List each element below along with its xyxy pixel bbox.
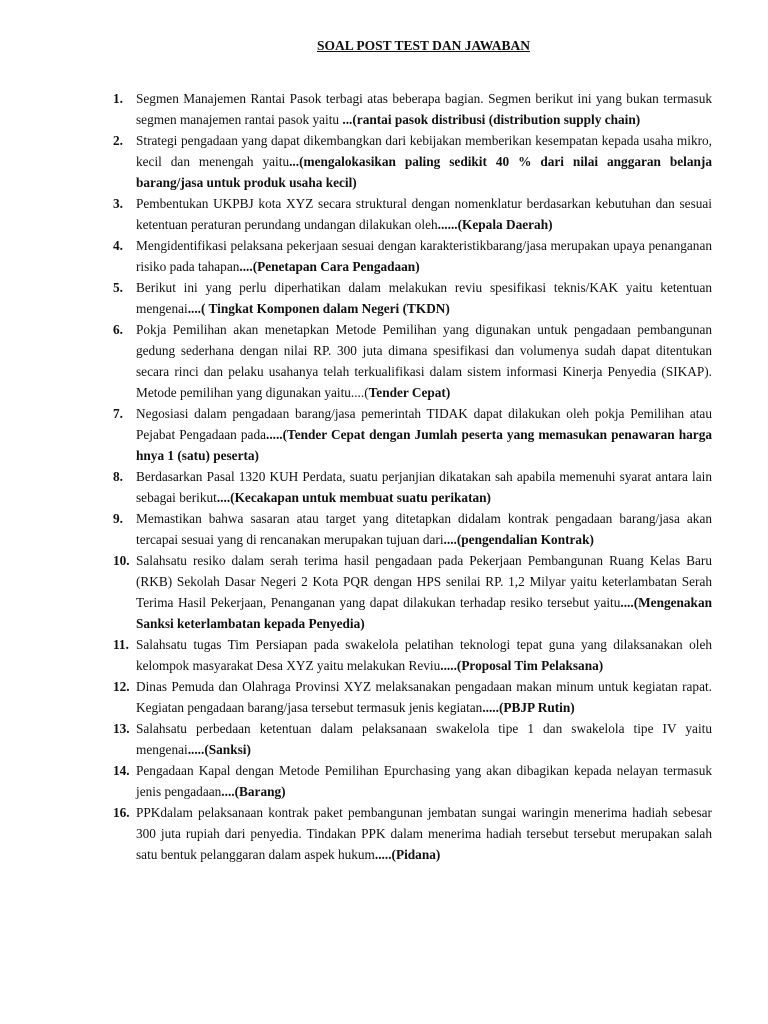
question-body <box>136 508 712 550</box>
question-text: Berikut ini yang perlu diperhatikan dalam melakukan reviu spesifikasi teknis/KAK yaitu ketentuan mengenai <box>136 280 712 316</box>
question-answer: ....(Penetapan Cara Pengadaan) <box>239 259 420 274</box>
question-answer: ....( Tingkat Komponen dalam Negeri (TKDN) <box>187 301 450 316</box>
question-text: PPKdalam pelaksanaan kontrak paket pembangunan jembatan sungai waringin menerima hadiah sebesar 300 juta rupiah dari penyedia. Tindakan PPK dalam menerima hadiah tersebut tersebut merupakan salah satu bentuk pelanggaran dalam aspek hukum <box>136 805 712 862</box>
question-text: Salahsatu resiko dalam serah terima hasil pengadaan pada Pekerjaan Pembangunan Ruang Kelas Baru (RKB) Sekolah Dasar Negeri 2 Kota PQR dengan HPS senilai RP. 1,2 Milyar yaitu keterlambatan Serah Terima Hasil Pekerjaan, Penanganan yang dapat dilakukan terhadap resiko tersebut yaitu <box>136 553 712 610</box>
question-body <box>136 130 712 193</box>
question-answer: ......(Kepala Daerah) <box>437 217 553 232</box>
question-answer: ....(pengendalian Kontrak) <box>443 532 594 547</box>
question-item <box>113 277 712 319</box>
question-body <box>136 466 712 508</box>
question-item <box>113 88 712 130</box>
question-item <box>113 508 712 550</box>
question-item <box>113 319 712 403</box>
question-text: Salahsatu tugas Tim Persiapan pada swakelola pelatihan teknologi tepat guna yang dilaksanakan oleh kelompok masyarakat Desa XYZ yaitu melakukan Reviu <box>136 637 712 673</box>
question-number: 10. <box>113 553 130 568</box>
question-item <box>113 403 712 466</box>
question-number: 14. <box>113 763 130 778</box>
question-text: Strategi pengadaan yang dapat dikembangkan dari kebijakan memberikan kesempatan kepada usaha mikro, kecil dan menengah yaitu <box>136 133 712 169</box>
question-number: 9. <box>113 511 123 526</box>
question-answer: Tender Cepat) <box>368 385 451 400</box>
question-text: Segmen Manajemen Rantai Pasok terbagi atas beberapa bagian. Segmen berikut ini yang bukan termasuk segmen manajemen rantai pasok yaitu <box>136 91 712 127</box>
question-body <box>136 718 712 760</box>
question-number: 16. <box>113 805 130 820</box>
question-item <box>113 130 712 193</box>
question-item <box>113 718 712 760</box>
question-text: Dinas Pemuda dan Olahraga Provinsi XYZ melaksanakan pengadaan makan minum untuk kegiatan rapat. Kegiatan pengadaan barang/jasa tersebut termasuk jenis kegiatan <box>136 679 712 715</box>
question-body <box>136 802 712 865</box>
question-answer: ....(Barang) <box>221 784 286 799</box>
question-text: Berdasarkan Pasal 1320 KUH Perdata, suatu perjanjian dikatakan sah apabila memenuhi syarat antara lain sebagai berikut <box>136 469 712 505</box>
question-answer: ....(Mengenakan Sanksi keterlambatan kepada Penyedia) <box>136 595 712 631</box>
question-body <box>136 403 712 466</box>
question-body <box>136 634 712 676</box>
question-number: 5. <box>113 280 123 295</box>
question-answer: ...(rantai pasok distribusi (distribution supply chain) <box>342 112 641 127</box>
question-item <box>113 760 712 802</box>
question-body <box>136 676 712 718</box>
question-number: 1. <box>113 91 123 106</box>
question-item <box>113 235 712 277</box>
question-number: 12. <box>113 679 130 694</box>
question-answer: ...(mengalokasikan paling sedikit 40 % dari nilai anggaran belanja barang/jasa untuk produk usaha kecil) <box>136 154 712 190</box>
question-text: Pengadaan Kapal dengan Metode Pemilihan Epurchasing yang akan dibagikan kepada nelayan termasuk jenis pengadaan <box>136 763 712 799</box>
question-text: Salahsatu perbedaan ketentuan dalam pelaksanaan swakelola tipe 1 dan swakelola tipe IV yaitu mengenai <box>136 721 712 757</box>
question-number: 3. <box>113 196 123 211</box>
question-body <box>136 319 712 403</box>
question-body <box>136 235 712 277</box>
question-number: 8. <box>113 469 123 484</box>
question-body <box>136 550 712 634</box>
question-text: Pembentukan UKPBJ kota XYZ secara struktural dengan nomenklatur berdasarkan kebutuhan dan sesuai ketentuan peraturan perundang undangan dilakukan oleh <box>136 196 712 232</box>
question-answer: .....(Tender Cepat dengan Jumlah peserta yang memasukan penawaran harga hnya 1 (satu) peserta) <box>136 427 712 463</box>
question-text: Memastikan bahwa sasaran atau target yang ditetapkan didalam kontrak pengadaan barang/jasa akan tercapai sesuai yang di rencanakan merupakan tujuan dari <box>136 511 712 547</box>
question-body <box>136 760 712 802</box>
question-item <box>113 193 712 235</box>
question-body <box>136 193 712 235</box>
question-answer: .....(PBJP Rutin) <box>482 700 575 715</box>
question-item <box>113 634 712 676</box>
question-item <box>113 676 712 718</box>
question-text: Mengidentifikasi pelaksana pekerjaan sesuai dengan karakteristikbarang/jasa merupakan upaya penanganan risiko pada tahapan <box>136 238 712 274</box>
question-number: 2. <box>113 133 123 148</box>
question-item <box>113 466 712 508</box>
question-body <box>136 88 712 130</box>
question-list <box>113 88 712 865</box>
question-answer: .....(Proposal Tim Pelaksana) <box>440 658 604 673</box>
question-body <box>136 277 712 319</box>
question-answer: .....(Pidana) <box>374 847 441 862</box>
question-item <box>113 802 712 865</box>
question-answer: ....(Kecakapan untuk membuat suatu perikatan) <box>216 490 491 505</box>
question-number: 13. <box>113 721 130 736</box>
question-number: 4. <box>113 238 123 253</box>
question-number: 11. <box>113 637 129 652</box>
question-text: Pokja Pemilihan akan menetapkan Metode Pemilihan yang digunakan untuk pengadaan pembangunan gedung sederhana dengan nilai RP. 300 juta dimana spesifikasi dan volumenya sudah dapat ditentukan secara rinci dan pelaku usahanya telah terkualifikasi dalam sistem informasi Kinerja Penyedia (SIKAP). Metode pemilihan yang digunakan yaitu....( <box>136 322 712 400</box>
question-number: 7. <box>113 406 123 421</box>
question-item <box>113 550 712 634</box>
question-number: 6. <box>113 322 123 337</box>
question-answer: .....(Sanksi) <box>187 742 251 757</box>
question-text: Negosiasi dalam pengadaan barang/jasa pemerintah TIDAK dapat dilakukan oleh pokja Pemilihan atau Pejabat Pengadaan pada <box>136 406 712 442</box>
page-title: SOAL POST TEST DAN JAWABAN <box>316 38 531 53</box>
